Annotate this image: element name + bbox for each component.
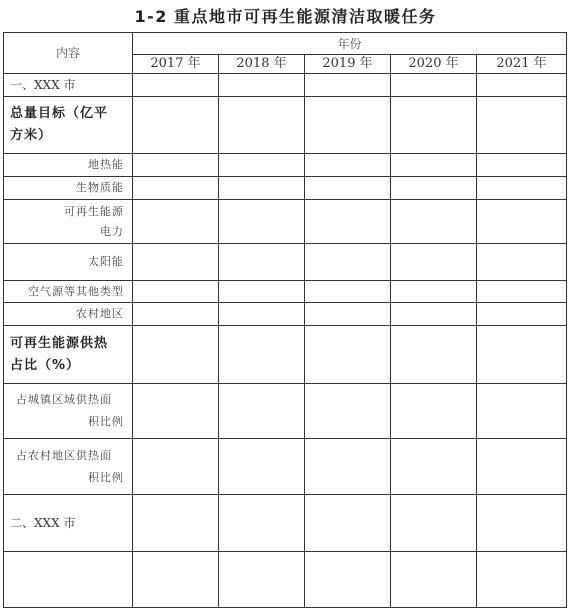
table-row: [4, 177, 567, 200]
rural-share-line2: 积比例: [88, 470, 124, 484]
table-title: [0, 4, 571, 30]
data-cell: [219, 384, 305, 439]
data-cell: [219, 200, 305, 244]
data-cell: [133, 552, 219, 608]
data-cell: [133, 200, 219, 244]
data-cell: [219, 74, 305, 97]
table-row: [4, 244, 567, 281]
urban-share-line1: 占城镇区域供热面: [16, 393, 112, 406]
year-2021: 2021 年: [477, 55, 567, 74]
data-cell: [305, 384, 391, 439]
data-cell: [391, 281, 477, 303]
table-row: [4, 97, 567, 154]
data-cell: [477, 439, 567, 495]
data-cell: [133, 326, 219, 384]
table-row: [4, 74, 567, 97]
data-cell: [219, 439, 305, 495]
data-cell: [477, 552, 567, 608]
data-cell: [391, 552, 477, 608]
data-cell: [133, 281, 219, 303]
table-row: [4, 384, 567, 439]
data-cell: [477, 326, 567, 384]
table-title-text: 重点地市可再生能源清洁取暖任务: [173, 7, 437, 26]
renewable-power-line1: 可再生能源: [64, 204, 124, 218]
data-cell: [305, 326, 391, 384]
data-cell: [305, 74, 391, 97]
data-cell: [477, 200, 567, 244]
year-2019: 2019 年: [305, 55, 391, 74]
data-cell: [391, 303, 477, 326]
year-2018: 2018 年: [219, 55, 305, 74]
data-cell: [305, 177, 391, 200]
urban-share-label: [4, 384, 133, 439]
task-table: [3, 32, 567, 608]
renewable-share-label: [4, 326, 133, 384]
data-cell: [391, 74, 477, 97]
share-line2: 占比（%）: [10, 357, 81, 373]
data-cell: [477, 244, 567, 281]
urban-share-line2: 积比例: [88, 415, 124, 428]
years-header: 年份: [133, 33, 567, 55]
rural-share-line1: 占农村地区供热面: [16, 448, 112, 462]
table-row: [4, 154, 567, 177]
data-cell: [4, 552, 133, 608]
data-cell: [305, 154, 391, 177]
data-cell: [477, 495, 567, 552]
data-cell: [391, 154, 477, 177]
data-cell: [219, 303, 305, 326]
data-cell: [477, 154, 567, 177]
data-cell: [305, 552, 391, 608]
data-cell: [133, 303, 219, 326]
data-cell: [219, 244, 305, 281]
data-cell: [219, 326, 305, 384]
data-cell: [477, 74, 567, 97]
year-2017: 2017 年: [133, 55, 219, 74]
data-cell: [219, 552, 305, 608]
solar-label: 太阳能: [4, 244, 133, 281]
share-line1: 可再生能源供热: [10, 335, 109, 351]
air-source-label: 空气源等其他类型: [4, 281, 133, 303]
data-cell: [133, 439, 219, 495]
data-cell: [391, 495, 477, 552]
data-cell: [219, 97, 305, 154]
table-row: [4, 495, 567, 552]
data-cell: [477, 384, 567, 439]
data-cell: [305, 97, 391, 154]
data-cell: [391, 200, 477, 244]
data-cell: [391, 439, 477, 495]
table-row: [4, 303, 567, 326]
total-target-line1: 总量目标（亿平: [10, 106, 109, 121]
data-cell: [477, 177, 567, 200]
data-cell: [391, 244, 477, 281]
header-row-1: [4, 33, 567, 55]
section-1-label: 一、XXX 市: [4, 74, 133, 97]
year-2020: 2020 年: [391, 55, 477, 74]
data-cell: [305, 200, 391, 244]
table-row: [4, 281, 567, 303]
table-row: [4, 439, 567, 495]
total-target-line2: 方米）: [10, 128, 53, 143]
biomass-label: 生物质能: [4, 177, 133, 200]
data-cell: [391, 97, 477, 154]
data-cell: [391, 177, 477, 200]
content-header: 内容: [4, 33, 133, 74]
geothermal-label: 地热能: [4, 154, 133, 177]
data-cell: [133, 244, 219, 281]
data-cell: [477, 97, 567, 154]
table-row: [4, 326, 567, 384]
rural-share-label: [4, 439, 133, 495]
data-cell: [305, 495, 391, 552]
data-cell: [305, 244, 391, 281]
data-cell: [133, 154, 219, 177]
data-cell: [391, 326, 477, 384]
data-cell: [477, 281, 567, 303]
data-cell: [219, 177, 305, 200]
data-cell: [219, 154, 305, 177]
data-cell: [477, 303, 567, 326]
data-cell: [305, 439, 391, 495]
data-cell: [391, 384, 477, 439]
data-cell: [219, 281, 305, 303]
data-cell: [305, 281, 391, 303]
data-cell: [133, 384, 219, 439]
section-2-label: 二、XXX 市: [4, 495, 133, 552]
renewable-power-label: [4, 200, 133, 244]
data-cell: [133, 74, 219, 97]
total-target-label: [4, 97, 133, 154]
table-row: [4, 200, 567, 244]
data-cell: [305, 303, 391, 326]
data-cell: [133, 177, 219, 200]
data-cell: [133, 495, 219, 552]
table-row: [4, 552, 567, 608]
data-cell: [133, 97, 219, 154]
renewable-power-line2: 电力: [100, 224, 124, 238]
data-cell: [219, 495, 305, 552]
table-number: 1-2: [134, 7, 168, 26]
rural-label: 农村地区: [4, 303, 133, 326]
